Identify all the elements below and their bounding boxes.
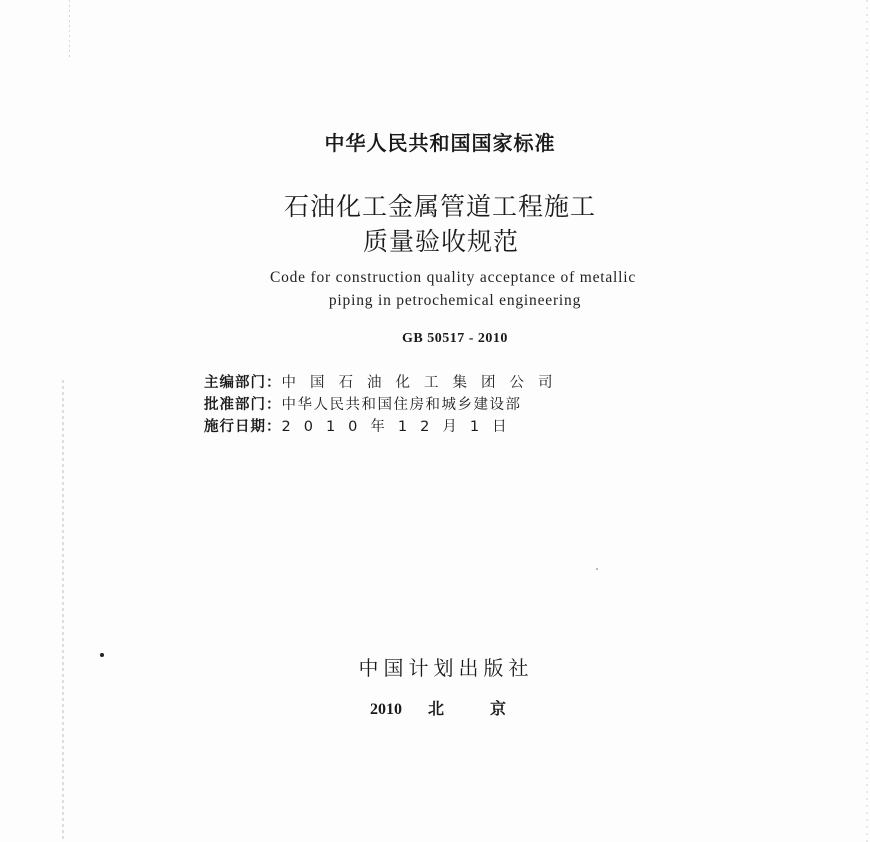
editor-value: 中国石油化工集团公司: [281, 375, 567, 391]
national-standard-heading: 中华人民共和国国家标准: [324, 131, 556, 155]
editor-label: 主编部门：: [204, 375, 282, 391]
publication-place: [370, 696, 552, 719]
title-english-line2: piping in petrochemical engineering: [328, 292, 582, 309]
scan-edge-mark: [62, 380, 64, 840]
publisher-name: 中国计划出版社: [358, 656, 534, 680]
publication-city: 北京: [428, 701, 553, 718]
scan-edge-mark: [69, 0, 70, 60]
publication-year: 2010: [370, 701, 402, 718]
approver-label: 批准部门：: [204, 397, 282, 413]
effective-date-row: [204, 416, 567, 438]
publication-info: [204, 372, 567, 438]
scan-speck: [596, 568, 598, 570]
title-chinese-line2: 质量验收规范: [362, 227, 519, 256]
effective-date-value: 2010年12月1日: [281, 419, 520, 435]
approver-row: [204, 394, 567, 416]
effective-date-label: 施行日期：: [204, 419, 282, 435]
title-english-line1: Code for construction quality acceptance of metallic: [269, 269, 637, 286]
editor-row: [204, 372, 567, 394]
standard-code-number: GB 50517 - 2010: [402, 331, 508, 346]
approver-value: 中华人民共和国住房和城乡建设部: [281, 397, 522, 413]
title-chinese-line1: 石油化工金属管道工程施工: [283, 192, 596, 221]
